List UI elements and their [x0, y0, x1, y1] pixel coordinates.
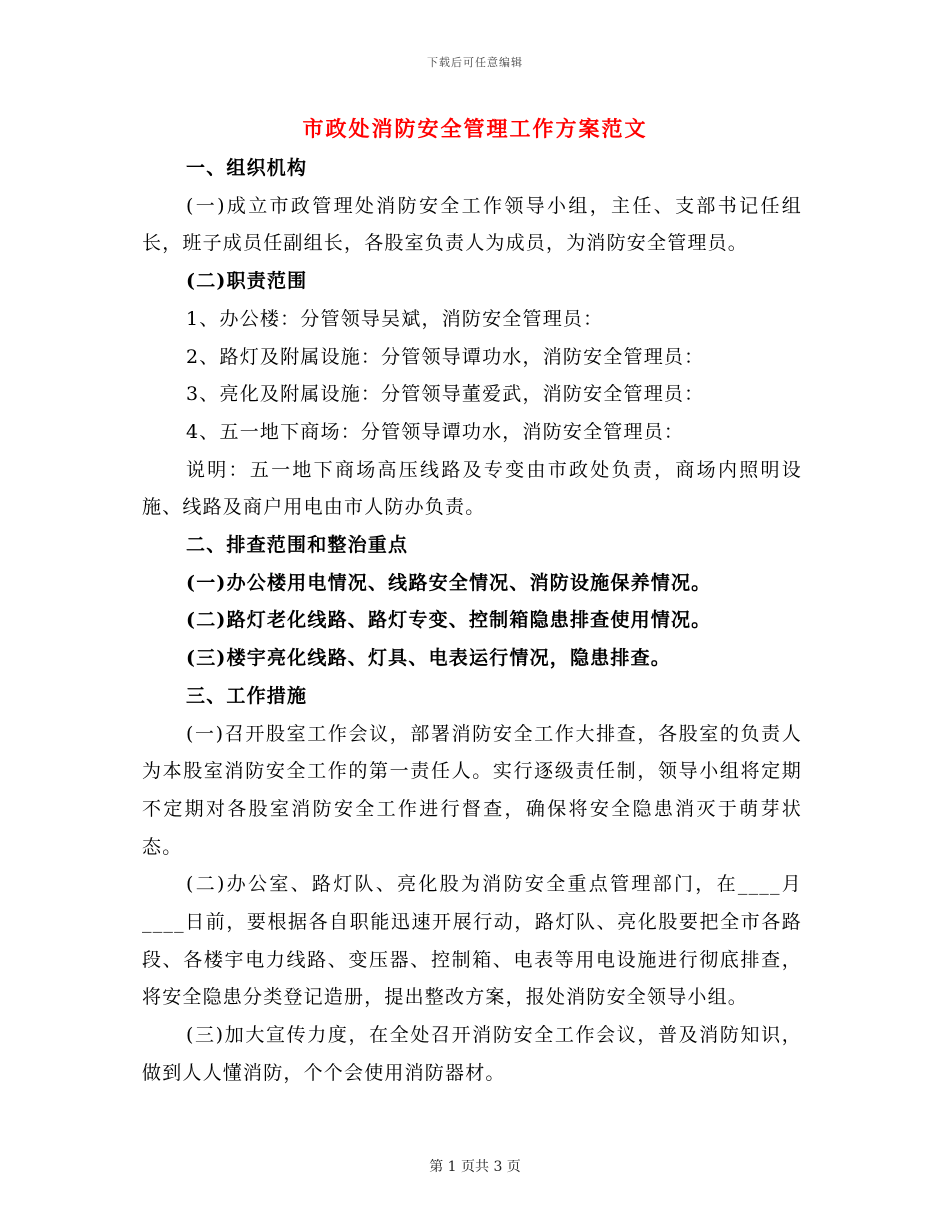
section-heading-inspection: 二、排查范围和整治重点 — [186, 534, 409, 557]
section-heading-measures: 三、工作措施 — [186, 684, 308, 707]
inspection-item-building-lighting: (三)楼宇亮化线路、灯具、电表运行情况，隐患排查。 — [186, 647, 671, 670]
inspection-item-street-lights: (二)路灯老化线路、路灯专变、控制箱隐患排查使用情况。 — [186, 609, 712, 632]
page-header: 下载后可任意编辑 — [427, 56, 523, 69]
list-item-lighting-facilities: 3、亮化及附属设施：分管领导董爱武，消防安全管理员： — [186, 383, 705, 406]
list-item-underground-mall: 4、五一地下商场：分管领导谭功水，消防安全管理员： — [186, 420, 685, 443]
document-body — [142, 150, 802, 1093]
paragraph-leading-group: (一)成立市政管理处消防安全工作领导小组，主任、支部书记任组长，班子成员任副组长，各股室负责人为成员，为消防安全管理员。 — [142, 194, 802, 255]
paragraph-measure-departments: (二)办公室、路灯队、亮化股为消防安全重点管理部门，在____月____日前，要根据各自职能迅速开展行动，路灯队、亮化股要把全市各路段、各楼宇电力线路、变压器、控制箱、电表等用电设施进行彻底排查，将安全隐患分类登记造册，提出整改方案，报处消防安全领导小组。 — [142, 873, 802, 1009]
inspection-item-office: (一)办公楼用电情况、线路安全情况、消防设施保养情况。 — [186, 571, 712, 594]
section-heading-organization: 一、组织机构 — [186, 157, 308, 179]
page-footer: 第 1 页共 3 页 — [429, 1159, 521, 1175]
document-title: 市政处消防安全管理工作方案范文 — [302, 116, 648, 141]
list-item-office-building: 1、办公楼：分管领导吴斌，消防安全管理员： — [186, 307, 604, 330]
paragraph-note: 说明：五一地下商场高压线路及专变由市政处负责，商场内照明设施、线路及商户用电由市人防办负责。 — [142, 458, 802, 519]
list-item-street-lights: 2、路灯及附属设施：分管领导谭功水，消防安全管理员： — [186, 345, 705, 368]
subheading-responsibility-scope: (二)职责范围 — [186, 270, 308, 293]
paragraph-measure-meeting: (一)召开股室工作会议，部署消防安全工作大排查，各股室的负责人为本股室消防安全工作的第一责任人。实行逐级责任制，领导小组将定期不定期对各股室消防安全工作进行督查，确保将安全隐患消灭于萌芽状态。 — [142, 722, 802, 858]
paragraph-measure-publicity: (三)加大宣传力度，在全处召开消防安全工作会议，普及消防知识，做到人人懂消防，个个会使用消防器材。 — [142, 1024, 802, 1084]
